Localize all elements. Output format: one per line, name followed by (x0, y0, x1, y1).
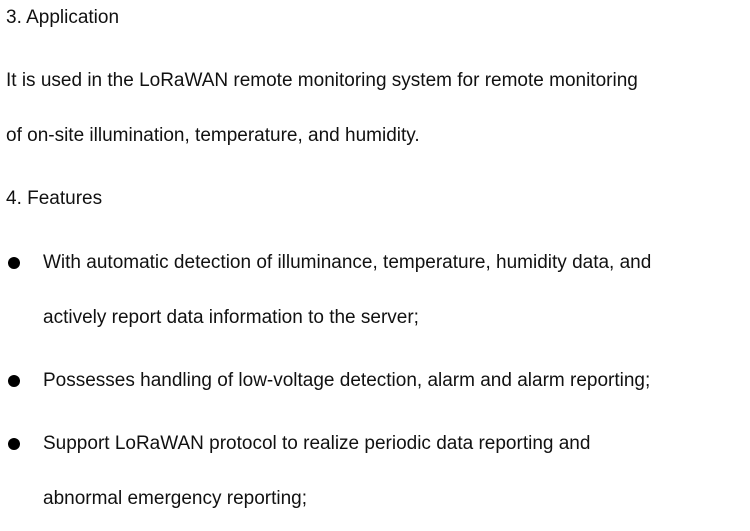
bullet-icon (8, 375, 20, 387)
feature-item-3-line-2: abnormal emergency reporting; (43, 488, 308, 509)
application-heading: 3. Application (6, 7, 120, 28)
application-paragraph-line-2: of on-site illumination, temperature, and humidity. (6, 125, 420, 146)
features-heading: 4. Features (6, 188, 103, 209)
feature-item-2-line-1: Possesses handling of low-voltage detection, alarm and alarm reporting; (43, 370, 651, 391)
feature-item-1-line-2: actively report data information to the server; (43, 307, 419, 328)
bullet-icon (8, 438, 20, 450)
feature-item-3-line-1: Support LoRaWAN protocol to realize periodic data reporting and (43, 433, 591, 454)
feature-item-1-line-1: With automatic detection of illuminance, temperature, humidity data, and (43, 252, 652, 273)
application-paragraph-line-1: It is used in the LoRaWAN remote monitoring system for remote monitoring (6, 70, 638, 91)
bullet-icon (8, 257, 20, 269)
